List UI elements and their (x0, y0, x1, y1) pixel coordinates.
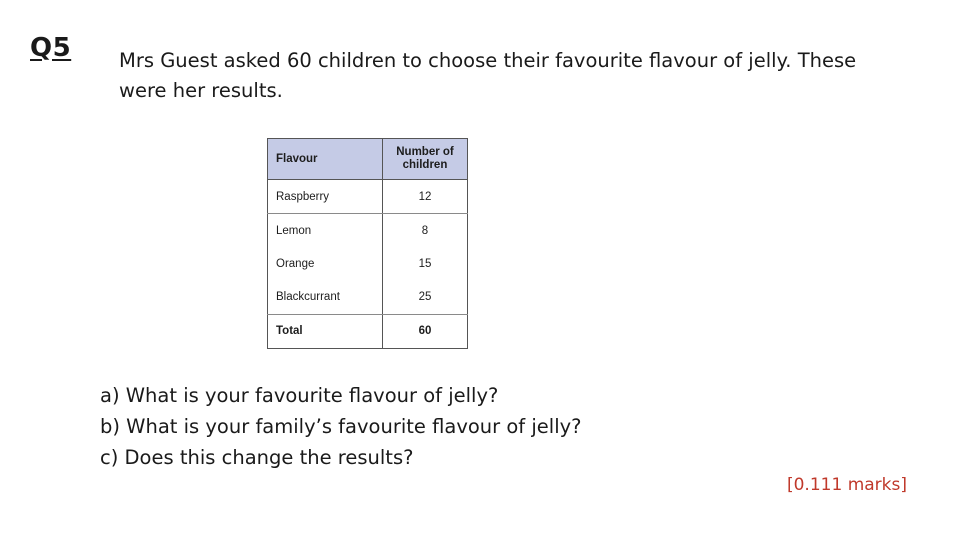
sub-question-b: b) What is your family’s favourite flavour of jelly? (100, 415, 582, 438)
count-cell: 15 (383, 248, 468, 281)
total-label-cell: Total (268, 314, 383, 348)
header-count-line-2: children (402, 159, 448, 172)
table-row (268, 214, 468, 248)
table-row (268, 180, 468, 214)
sub-question-c: c) Does this change the results? (100, 446, 414, 469)
count-cell: 12 (383, 180, 468, 214)
count-cell: 8 (383, 214, 468, 248)
table-row (268, 281, 468, 315)
header-flavour: Flavour (268, 139, 383, 180)
flavour-cell: Raspberry (268, 180, 383, 214)
table-row (268, 248, 468, 281)
total-count-cell: 60 (383, 314, 468, 348)
flavour-cell: Blackcurrant (268, 281, 383, 315)
header-number-of-children (383, 139, 468, 180)
question-number: Q5 (30, 33, 72, 63)
count-cell: 25 (383, 281, 468, 315)
results-table (267, 138, 468, 349)
header-count-line-1: Number of (396, 146, 454, 159)
sub-question-a: a) What is your favourite flavour of jelly? (100, 384, 499, 407)
sub-questions (100, 380, 800, 473)
table-total-row (268, 314, 468, 348)
results-table-container (267, 138, 468, 349)
table-header-row (268, 139, 468, 180)
flavour-cell: Orange (268, 248, 383, 281)
question-text-line-2: were her results. (119, 79, 283, 102)
flavour-cell: Lemon (268, 214, 383, 248)
question-text-line-1: Mrs Guest asked 60 children to choose their favourite flavour of jelly. These (119, 49, 857, 72)
marks-label: [0.111 marks] (786, 475, 907, 495)
question-text (119, 46, 879, 106)
